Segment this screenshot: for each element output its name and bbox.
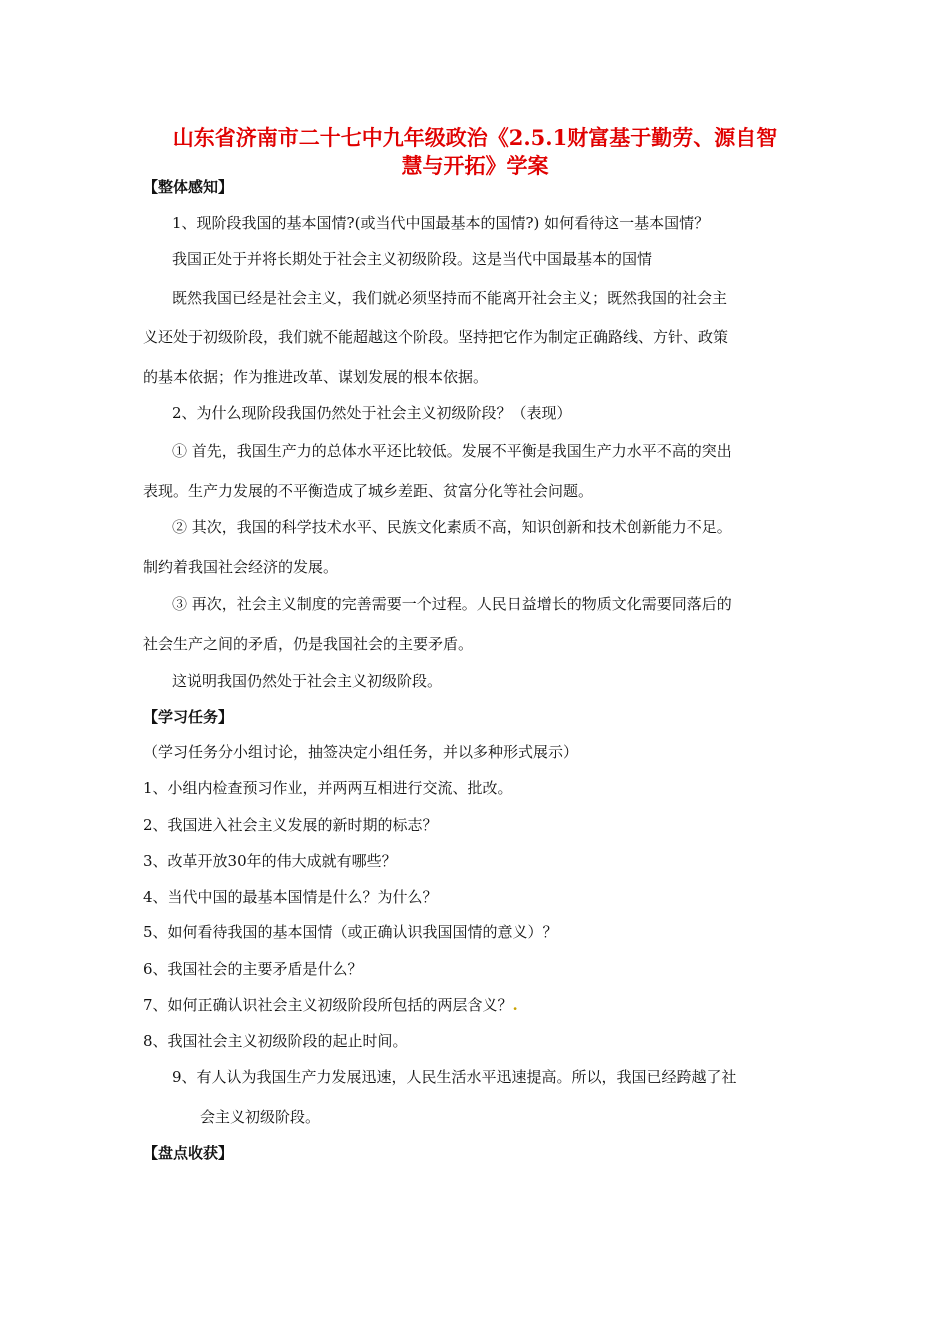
task-item: 3、改革开放30年的伟大成就有哪些？ xyxy=(143,852,397,870)
conclusion: 这说明我国仍然处于社会主义初级阶段。 xyxy=(172,672,443,690)
task-item: 5、如何看待我国的基本国情（或正确认识我国国情的意义）？ xyxy=(143,923,558,941)
paragraph-1-line-2: 义还处于初级阶段，我们就不能超越这个阶段。坚持把它作为制定正确路线、方针、政策 xyxy=(143,328,729,346)
question-2: 2、为什么现阶段我国仍然处于社会主义初级阶段？（表现） xyxy=(172,404,572,422)
task-item: 6、我国社会的主要矛盾是什么？ xyxy=(143,960,363,978)
task-item: 1、小组内检查预习作业，并两两互相进行交流、批改。 xyxy=(143,779,513,797)
stray-mark: . xyxy=(512,996,518,1014)
document-title-line-1: 山东省济南市二十七中九年级政治《2.5.1财富基于勤劳、源自智 xyxy=(172,125,778,150)
task-item-9-line-2: 会主义初级阶段。 xyxy=(200,1108,321,1126)
task-item-7-text: 7、如何正确认识社会主义初级阶段所包括的两层含义？ xyxy=(143,996,513,1014)
question-1: 1、现阶段我国的基本国情?(或当代中国最基本的国情?) 如何看待这一基本国情？ xyxy=(172,214,710,232)
reason-1-line-2: 表现。生产力发展的不平衡造成了城乡差距、贫富分化等社会问题。 xyxy=(143,482,594,500)
task-item: 8、我国社会主义初级阶段的起止时间。 xyxy=(143,1032,408,1050)
task-item: 4、当代中国的最基本国情是什么？为什么？ xyxy=(143,888,438,906)
section-heading-tasks: 【学习任务】 xyxy=(143,708,234,726)
tasks-intro: （学习任务分小组讨论，抽签决定小组任务，并以多种形式展示） xyxy=(143,743,579,761)
task-item: 2、我国进入社会主义发展的新时期的标志？ xyxy=(143,816,438,834)
document-title-line-2: 慧与开拓》学案 xyxy=(401,153,549,178)
section-heading-overview: 【整体感知】 xyxy=(143,178,234,196)
paragraph-1-line-3: 的基本依据；作为推进改革、谋划发展的根本依据。 xyxy=(143,368,489,386)
reason-1-line-1: ① 首先，我国生产力的总体水平还比较低。发展不平衡是我国生产力水平不高的突出 xyxy=(172,442,732,460)
reason-2-line-1: ② 其次，我国的科学技术水平、民族文化素质不高，知识创新和技术创新能力不足。 xyxy=(172,518,732,536)
reason-2-line-2: 制约着我国社会经济的发展。 xyxy=(143,558,339,576)
section-heading-summary: 【盘点收获】 xyxy=(143,1144,234,1162)
task-item-9-line-1: 9、有人认为我国生产力发展迅速，人民生活水平迅速提高。所以，我国已经跨越了社 xyxy=(172,1068,737,1086)
task-item-7 xyxy=(143,995,518,1015)
paragraph-1-line-1: 既然我国已经是社会主义，我们就必须坚持而不能离开社会主义；既然我国的社会主 xyxy=(172,289,728,307)
reason-3-line-2: 社会生产之间的矛盾，仍是我国社会的主要矛盾。 xyxy=(143,635,474,653)
reason-3-line-1: ③ 再次，社会主义制度的完善需要一个过程。人民日益增长的物质文化需要同落后的 xyxy=(172,595,732,613)
answer-1: 我国正处于并将长期处于社会主义初级阶段。这是当代中国最基本的国情 xyxy=(172,250,653,268)
